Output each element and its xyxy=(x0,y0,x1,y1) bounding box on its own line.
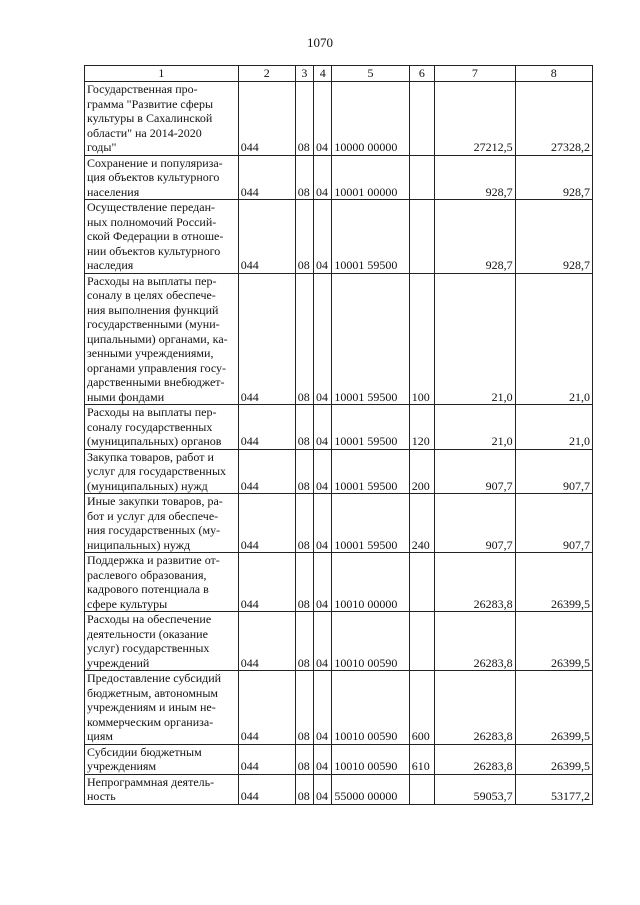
subsection-code-cell: 04 xyxy=(314,494,332,553)
row-name-line: (муниципальных) органов xyxy=(87,434,222,448)
row-name-line: Предоставление субсидий xyxy=(87,671,222,685)
table-row xyxy=(85,553,593,612)
expense-type-cell: 120 xyxy=(409,405,434,450)
ministry-code-cell: 044 xyxy=(238,405,295,450)
row-name-line: области" на 2014-2020 xyxy=(87,125,202,140)
row-name-line: ция объектов культурного xyxy=(87,170,220,184)
row-name-cell xyxy=(85,744,239,774)
section-code-cell: 08 xyxy=(295,273,313,405)
row-name-line: ципальными) органами, ка- xyxy=(87,331,228,346)
row-name-line: сфере культуры xyxy=(87,596,168,611)
table-row xyxy=(85,774,593,804)
expense-type-cell: 240 xyxy=(409,494,434,553)
row-name-line: наследия xyxy=(87,258,134,272)
section-code-cell: 08 xyxy=(295,612,313,671)
subsection-code-cell: 04 xyxy=(314,744,332,774)
section-code-cell: 08 xyxy=(295,774,313,804)
table-row xyxy=(85,494,593,553)
amount-year1-cell: 26283,8 xyxy=(435,553,515,612)
target-article-cell: 10001 00000 xyxy=(332,155,409,200)
ministry-code-cell: 044 xyxy=(238,774,295,804)
row-name-line: деятельности (оказание xyxy=(87,626,208,641)
row-name-line: Субсидии бюджетным xyxy=(87,744,202,759)
expense-type-cell xyxy=(409,200,434,274)
header-cell: 8 xyxy=(515,66,592,82)
row-name-cell xyxy=(85,612,239,671)
table-row xyxy=(85,200,593,274)
header-cell: 2 xyxy=(238,66,295,82)
header-cell: 1 xyxy=(85,66,239,82)
expense-type-cell xyxy=(409,155,434,200)
amount-year2-cell: 27328,2 xyxy=(515,82,592,156)
row-name-line: Осуществление передан- xyxy=(87,200,216,214)
expense-type-cell xyxy=(409,774,434,804)
ministry-code-cell: 044 xyxy=(238,82,295,156)
ministry-code-cell: 044 xyxy=(238,494,295,553)
header-cell: 3 xyxy=(295,66,313,82)
subsection-code-cell: 04 xyxy=(314,612,332,671)
section-code-cell: 08 xyxy=(295,155,313,200)
target-article-cell: 10000 00000 xyxy=(332,82,409,156)
amount-year2-cell: 907,7 xyxy=(515,449,592,494)
section-code-cell: 08 xyxy=(295,671,313,745)
header-row xyxy=(85,66,593,82)
target-article-cell: 10010 00590 xyxy=(332,612,409,671)
amount-year1-cell: 26283,8 xyxy=(435,744,515,774)
amount-year2-cell: 928,7 xyxy=(515,200,592,274)
ministry-code-cell: 044 xyxy=(238,671,295,745)
table-row xyxy=(85,82,593,156)
section-code-cell: 08 xyxy=(295,405,313,450)
expense-type-cell xyxy=(409,82,434,156)
row-name-line: услуг) государственных xyxy=(87,641,210,655)
ministry-code-cell: 044 xyxy=(238,449,295,494)
row-name-line: учреждений xyxy=(87,655,150,670)
expense-type-cell: 600 xyxy=(409,671,434,745)
row-name-line: государственными (муни- xyxy=(87,317,220,331)
table-row xyxy=(85,449,593,494)
row-name-line: населения xyxy=(87,184,140,199)
section-code-cell: 08 xyxy=(295,82,313,156)
section-code-cell: 08 xyxy=(295,449,313,494)
row-name-cell xyxy=(85,405,239,450)
amount-year1-cell: 26283,8 xyxy=(435,671,515,745)
header-cell: 4 xyxy=(314,66,332,82)
row-name-line: бюджетным, автономным xyxy=(87,685,218,700)
row-name-line: учреждениям и иным не- xyxy=(87,700,216,714)
row-name-cell xyxy=(85,200,239,274)
row-name-line: дарственными внебюджет- xyxy=(87,375,225,389)
table-row xyxy=(85,273,593,405)
amount-year2-cell: 21,0 xyxy=(515,273,592,405)
ministry-code-cell: 044 xyxy=(238,744,295,774)
target-article-cell: 10010 00590 xyxy=(332,671,409,745)
amount-year1-cell: 21,0 xyxy=(435,405,515,450)
section-code-cell: 08 xyxy=(295,744,313,774)
row-name-line: зенными учреждениями, xyxy=(87,346,214,360)
target-article-cell: 55000 00000 xyxy=(332,774,409,804)
header-cell: 7 xyxy=(435,66,515,82)
subsection-code-cell: 04 xyxy=(314,553,332,612)
amount-year1-cell: 59053,7 xyxy=(435,774,515,804)
amount-year1-cell: 27212,5 xyxy=(435,82,515,156)
row-name-line: (муниципальных) нужд xyxy=(87,478,208,493)
subsection-code-cell: 04 xyxy=(314,671,332,745)
row-name-line: Непрограммная деятель- xyxy=(87,774,215,789)
amount-year1-cell: 907,7 xyxy=(435,494,515,553)
row-name-line: нии объектов культурного xyxy=(87,243,221,258)
row-name-line: ния государственных (му- xyxy=(87,523,221,537)
subsection-code-cell: 04 xyxy=(314,774,332,804)
subsection-code-cell: 04 xyxy=(314,449,332,494)
table-row xyxy=(85,612,593,671)
row-name-cell xyxy=(85,82,239,156)
table-body xyxy=(85,82,593,805)
row-name-line: Государственная про- xyxy=(87,82,198,96)
row-name-line: грамма "Развитие сферы xyxy=(87,96,214,111)
row-name-cell xyxy=(85,273,239,405)
row-name-line: кадрового потенциала в xyxy=(87,582,209,596)
subsection-code-cell: 04 xyxy=(314,82,332,156)
row-name-line: раслевого образования, xyxy=(87,567,207,582)
row-name-cell xyxy=(85,449,239,494)
header-cell: 6 xyxy=(409,66,434,82)
amount-year2-cell: 26399,5 xyxy=(515,744,592,774)
row-name-line: бот и услуг для обеспече- xyxy=(87,508,219,523)
amount-year1-cell: 26283,8 xyxy=(435,612,515,671)
section-code-cell: 08 xyxy=(295,494,313,553)
expense-type-cell xyxy=(409,553,434,612)
target-article-cell: 10001 59500 xyxy=(332,273,409,405)
amount-year1-cell: 928,7 xyxy=(435,155,515,200)
amount-year1-cell: 928,7 xyxy=(435,200,515,274)
row-name-line: ными фондами xyxy=(87,389,165,404)
row-name-line: органами управления госу- xyxy=(87,360,227,375)
row-name-line: культуры в Сахалинской xyxy=(87,111,213,125)
table-row xyxy=(85,155,593,200)
budget-table xyxy=(84,65,593,805)
row-name-cell xyxy=(85,155,239,200)
row-name-line: соналу в целях обеспече- xyxy=(87,288,216,302)
header-cell: 5 xyxy=(332,66,409,82)
row-name-line: услуг для государственных xyxy=(87,464,227,478)
section-code-cell: 08 xyxy=(295,553,313,612)
expense-type-cell: 200 xyxy=(409,449,434,494)
row-name-line: Расходы на обеспечение xyxy=(87,612,212,626)
row-name-line: ской Федерации в отноше- xyxy=(87,229,224,243)
target-article-cell: 10001 59500 xyxy=(332,200,409,274)
table-row xyxy=(85,744,593,774)
row-name-line: ния выполнения функций xyxy=(87,302,219,317)
page-number: 1070 xyxy=(307,35,333,50)
subsection-code-cell: 04 xyxy=(314,155,332,200)
row-name-line: Иные закупки товаров, ра- xyxy=(87,494,223,508)
row-name-line: Расходы на выплаты пер- xyxy=(87,405,217,419)
subsection-code-cell: 04 xyxy=(314,200,332,274)
row-name-line: ниципальных) нужд xyxy=(87,537,191,552)
row-name-cell xyxy=(85,494,239,553)
row-name-line: Расходы на выплаты пер- xyxy=(87,273,217,288)
ministry-code-cell: 044 xyxy=(238,200,295,274)
amount-year2-cell: 53177,2 xyxy=(515,774,592,804)
target-article-cell: 10001 59500 xyxy=(332,494,409,553)
row-name-line: годы" xyxy=(87,140,117,154)
expense-type-cell: 100 xyxy=(409,273,434,405)
ministry-code-cell: 044 xyxy=(238,273,295,405)
row-name-cell xyxy=(85,553,239,612)
row-name-line: Поддержка и развитие от- xyxy=(87,553,220,567)
row-name-line: ных полномочий Россий- xyxy=(87,214,217,229)
amount-year1-cell: 907,7 xyxy=(435,449,515,494)
ministry-code-cell: 044 xyxy=(238,553,295,612)
amount-year2-cell: 21,0 xyxy=(515,405,592,450)
row-name-line: соналу государственных xyxy=(87,419,213,434)
row-name-line: Сохранение и популяриза- xyxy=(87,155,223,170)
subsection-code-cell: 04 xyxy=(314,405,332,450)
section-code-cell: 08 xyxy=(295,200,313,274)
target-article-cell: 10010 00000 xyxy=(332,553,409,612)
target-article-cell: 10001 59500 xyxy=(332,449,409,494)
ministry-code-cell: 044 xyxy=(238,612,295,671)
expense-type-cell: 610 xyxy=(409,744,434,774)
amount-year2-cell: 26399,5 xyxy=(515,612,592,671)
target-article-cell: 10001 59500 xyxy=(332,405,409,450)
row-name-line: учреждениям xyxy=(87,759,157,773)
expense-type-cell xyxy=(409,612,434,671)
row-name-line: коммерческим организа- xyxy=(87,714,214,729)
amount-year2-cell: 907,7 xyxy=(515,494,592,553)
table-row xyxy=(85,671,593,745)
ministry-code-cell: 044 xyxy=(238,155,295,200)
target-article-cell: 10010 00590 xyxy=(332,744,409,774)
amount-year1-cell: 21,0 xyxy=(435,273,515,405)
row-name-line: Закупка товаров, работ и xyxy=(87,449,214,464)
amount-year2-cell: 928,7 xyxy=(515,155,592,200)
row-name-cell xyxy=(85,774,239,804)
row-name-line: ность xyxy=(87,789,116,803)
subsection-code-cell: 04 xyxy=(314,273,332,405)
amount-year2-cell: 26399,5 xyxy=(515,553,592,612)
table-row xyxy=(85,405,593,450)
row-name-line: циям xyxy=(87,729,113,743)
amount-year2-cell: 26399,5 xyxy=(515,671,592,745)
row-name-cell xyxy=(85,671,239,745)
